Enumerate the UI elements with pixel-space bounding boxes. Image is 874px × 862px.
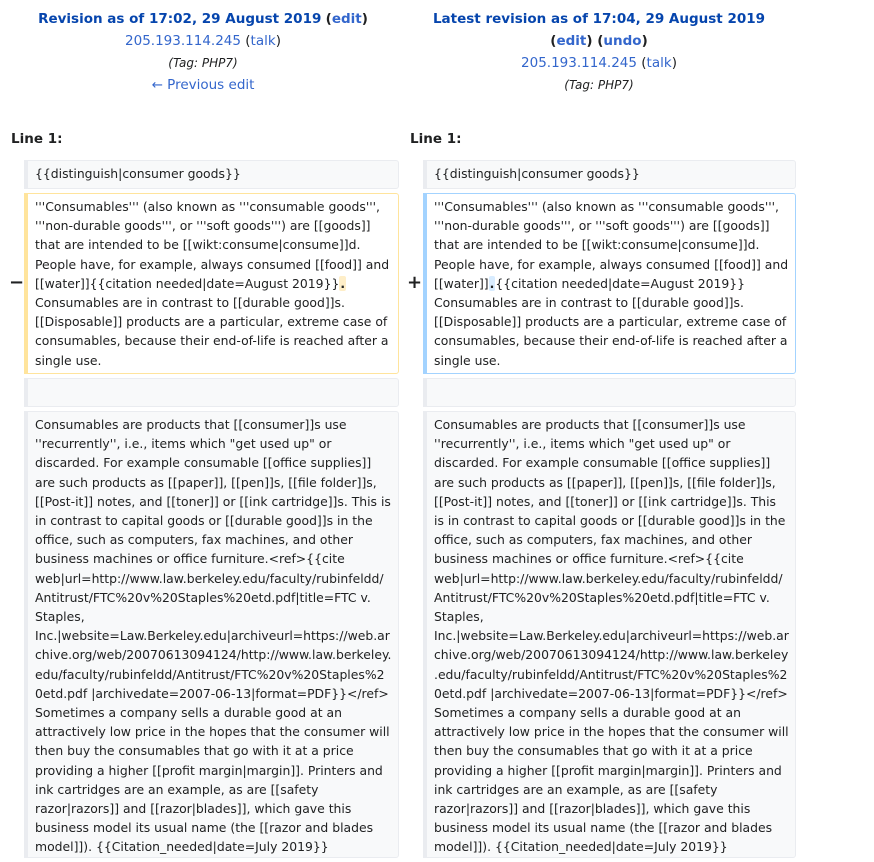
- left-line-number: Line 1:: [11, 131, 63, 147]
- deleted-change-mark: .: [340, 275, 346, 291]
- undo-link[interactable]: undo: [603, 33, 642, 49]
- new-revision-talk-link[interactable]: talk: [646, 55, 672, 71]
- added-change-mark: .: [489, 275, 495, 291]
- added-line-text-start: '''Consumables''' (also known as '''consumable goods''', '''non-durable goods''', or '''soft goods''') are [[goods]] that are intended to be [[wikt:consume|consume]]d. People have, for example, always consumed [[food]] and [[water]]: [434, 199, 789, 291]
- deleted-line-text-start: '''Consumables''' (also known as '''consumable goods''', '''non-durable goods''', or '''soft goods''') are [[goods]] that are intended to be [[wikt:consume|consume]]d. People have, for example, always consumed [[food]] and [[water]]{{citation needed|date=August 2019}}: [35, 199, 390, 291]
- old-revision-title-link[interactable]: Revision as of 17:02, 29 August 2019: [38, 11, 322, 27]
- added-line-text-end: {{citation needed|date=August 2019}} Consumables are in contrast to [[durable good]]s. [[Disposable]] products are a particular, extreme case of consumables, because their end-of-life is reached after a single use.: [434, 275, 788, 368]
- new-revision-title-link[interactable]: Latest revision as of 17:04, 29 August 2019: [432, 11, 766, 27]
- new-revision-tag: (Tag: PHP7): [564, 78, 634, 92]
- right-paragraph-context: Consumables are products that [[consumer]]s use ''recurrently'', i.e., items which "get used up" or discarded. For example consumable [[office supplies]] are such products as [[paper]], [[pen]]s, [[file folder]]s, [[Post-it]] notes, and [[toner]] or [[ink cartridge]]s. This is in contrast to capital goods or [[durable good]]s in the office, such as computers, fax machines, and other business machines or office furniture.<ref>{{cite web|url=http://www.law.berkeley.edu/faculty/rubinfeldd/Antitrust/FTC%20v%20Staples%20etd.pdf|title=FTC v. Staples, Inc.|website=Law.Berkeley.edu|archiveurl=https://web.archive.org/web/20070613094124/http://www.law.berkeley.edu/faculty/rubinfeldd/Antitrust/FTC%20v%20Staples%20etd.pdf |archivedate=2007-06-13|format=PDF}}</ref> Sometimes a company sells a durable good at an attractively low price in the hopes that the consumer will then buy the consumables that go with it at a price providing a higher [[profit margin|margin]]. Printers and ink cartridges are an example, as are [[safety razor|razors]] and [[razor|blades]], which gave this business model its usual name (the [[razor and blades model]]). {{Citation_needed|date=July 2019}}: [423, 411, 796, 858]
- old-revision-edit-link[interactable]: edit: [331, 11, 362, 27]
- deleted-line-minus-sign: −: [9, 272, 25, 293]
- old-revision-header: Revision as of 17:02, 29 August 2019 (edit) 205.193.114.245 (talk) (Tag: PHP7) ← Previous edit: [8, 8, 398, 96]
- new-revision-user-link[interactable]: 205.193.114.245: [521, 55, 637, 71]
- new-revision-header: Latest revision as of 17:04, 29 August 2019 (edit) (undo) 205.193.114.245 (talk) (Tag: PHP7): [404, 8, 794, 96]
- left-empty-context-line: [24, 378, 399, 407]
- right-context-line: {{distinguish|consumer goods}}: [423, 160, 796, 189]
- old-revision-tag: (Tag: PHP7): [168, 56, 238, 70]
- right-line-number: Line 1:: [410, 131, 462, 147]
- old-revision-user-link[interactable]: 205.193.114.245: [125, 33, 241, 49]
- left-context-line: {{distinguish|consumer goods}}: [24, 160, 399, 189]
- old-revision-talk-link[interactable]: talk: [250, 33, 276, 49]
- new-revision-edit-link[interactable]: edit: [556, 33, 587, 49]
- previous-edit-link[interactable]: ← Previous edit: [151, 77, 255, 93]
- right-empty-context-line: [423, 378, 796, 407]
- added-line: [423, 193, 796, 374]
- deleted-line-text-end: Consumables are in contrast to [[durable good]]s. [[Disposable]] products are a particular, extreme case of consumables, because their end-of-life is reached after a single use.: [35, 295, 389, 368]
- left-paragraph-context: Consumables are products that [[consumer]]s use ''recurrently'', i.e., items which "get used up" or discarded. For example consumable [[office supplies]] are such products as [[paper]], [[pen]]s, [[file folder]]s, [[Post-it]] notes, and [[toner]] or [[ink cartridge]]s. This is in contrast to capital goods or [[durable good]]s in the office, such as computers, fax machines, and other business machines or office furniture.<ref>{{cite web|url=http://www.law.berkeley.edu/faculty/rubinfeldd/Antitrust/FTC%20v%20Staples%20etd.pdf|title=FTC v. Staples, Inc.|website=Law.Berkeley.edu|archiveurl=https://web.archive.org/web/20070613094124/http://www.law.berkeley.edu/faculty/rubinfeldd/Antitrust/FTC%20v%20Staples%20etd.pdf |archivedate=2007-06-13|format=PDF}}</ref> Sometimes a company sells a durable good at an attractively low price in the hopes that the consumer will then buy the consumables that go with it at a price providing a higher [[profit margin|margin]]. Printers and ink cartridges are an example, as are [[safety razor|razors]] and [[razor|blades]], which gave this business model its usual name (the [[razor and blades model]]). {{Citation_needed|date=July 2019}}: [24, 411, 399, 858]
- deleted-line: [24, 193, 399, 374]
- added-line-plus-sign: +: [407, 272, 423, 293]
